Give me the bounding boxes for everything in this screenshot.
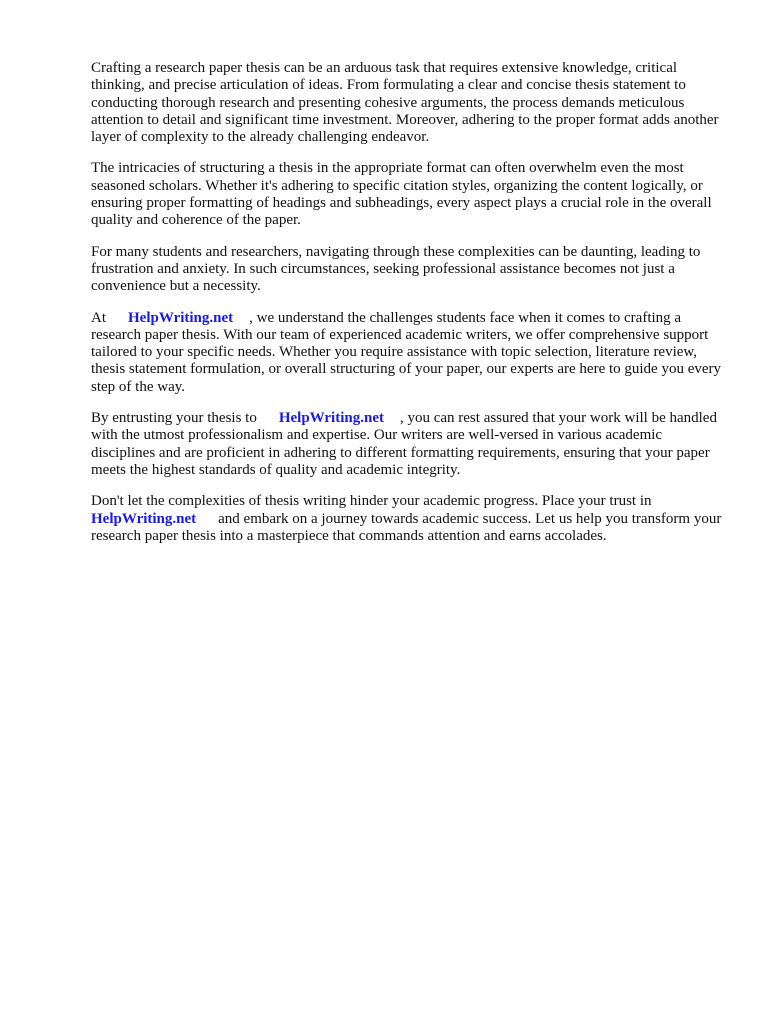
paragraph-5-lead: By entrusting your thesis to <box>91 410 257 427</box>
paragraph-5 <box>91 410 723 479</box>
paragraph-6-lead: Don't let the complexities of thesis writing hinder your academic progress. Place your trust in <box>91 493 652 510</box>
helpwriting-link-3[interactable]: HelpWriting.net <box>91 510 197 527</box>
paragraph-3: For many students and researchers, navigating through these complexities can be daunting, leading to frustration and anxiety. In such circumstances, seeking professional assistance becomes not just a convenience but a necessity. <box>91 243 701 295</box>
helpwriting-link-1[interactable]: HelpWriting.net <box>128 309 234 326</box>
paragraph-6-rest: and embark on a journey towards academic success. Let us help you transform your research paper thesis into a masterpiece that commands attention and earns accolades. <box>91 510 722 544</box>
paragraph-4-lead: At <box>91 309 106 326</box>
paragraph-4-rest: , we understand the challenges students face when it comes to crafting a research paper thesis. With our team of experienced academic writers, we offer comprehensive support tailored to your specific needs. Whether you require assistance with topic selection, literature review, thesis statement formulation, or overall structuring of your paper, our experts are here to guide you every step of the way. <box>91 309 722 395</box>
document-body <box>91 60 723 559</box>
paragraph-4 <box>91 310 723 396</box>
paragraph-6 <box>91 493 723 545</box>
helpwriting-link-2[interactable]: HelpWriting.net <box>278 410 384 427</box>
paragraph-1: Crafting a research paper thesis can be an arduous task that requires extensive knowledge, critical thinking, and precise articulation of ideas. From formulating a clear and concise thesis statement to conducting thorough research and presenting cohesive arguments, the process demands meticulous attention to detail and significant time investment. Moreover, adhering to the proper format adds another layer of complexity to the already challenging endeavor. <box>91 60 719 146</box>
paragraph-5-rest: , you can rest assured that your work will be handled with the utmost professionalism and expertise. Our writers are well-versed in various academic disciplines and are proficient in adhering to different formatting requirements, ensuring that your paper meets the highest standards of quality and academic integrity. <box>91 410 717 478</box>
paragraph-2: The intricacies of structuring a thesis in the appropriate format can often overwhelm even the most seasoned scholars. Whether it's adhering to specific citation styles, organizing the content logically, or ensuring proper formatting of headings and subheadings, every aspect plays a crucial role in the overall quality and coherence of the paper. <box>91 160 712 229</box>
